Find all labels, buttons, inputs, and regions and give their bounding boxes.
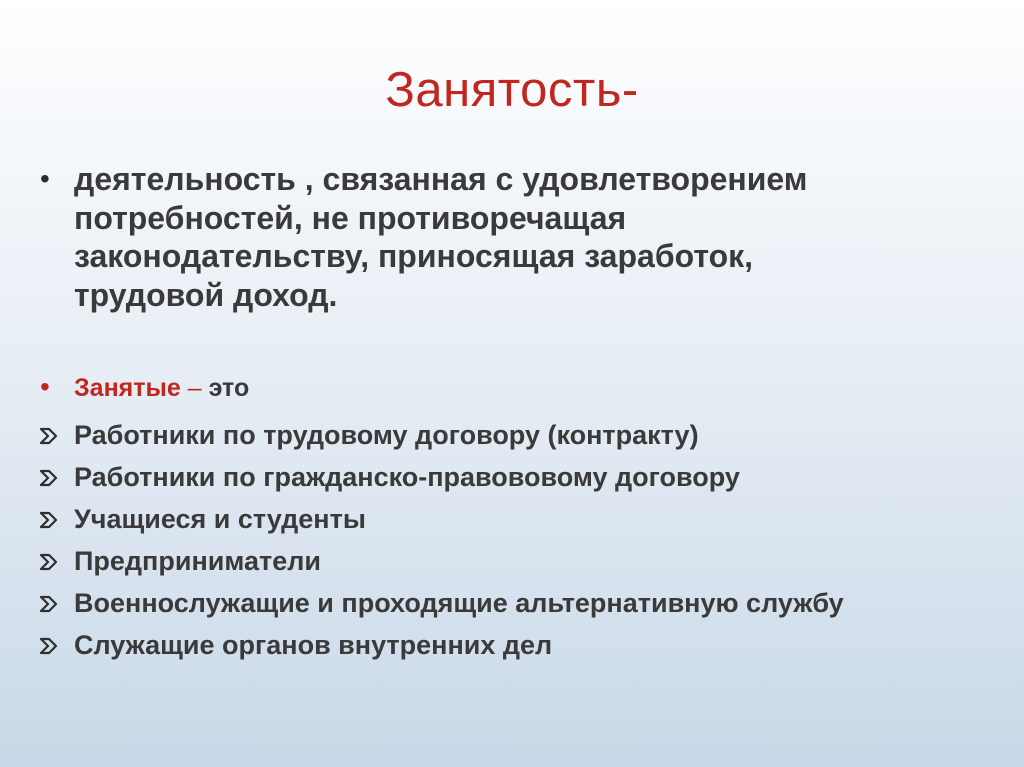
checkmark-arrow-icon bbox=[38, 456, 74, 498]
checkmark-arrow-icon bbox=[38, 498, 74, 540]
definition-bullet bbox=[40, 160, 934, 314]
checkmark-arrow-icon bbox=[38, 624, 74, 666]
definition-text bbox=[74, 160, 934, 314]
list-item-label: Работники по гражданско-правововому договору bbox=[74, 461, 740, 492]
bullet-dot-icon: • bbox=[40, 371, 50, 402]
occupied-bullet bbox=[40, 368, 249, 408]
definition-line: деятельность , связанная с удовлетворением bbox=[74, 161, 808, 197]
checkmark-arrow-icon bbox=[38, 414, 74, 456]
bullet-dot-icon: • bbox=[40, 163, 50, 194]
list-item-label: Учащиеся и студенты bbox=[74, 503, 366, 534]
checkmark-arrow-icon bbox=[38, 582, 74, 624]
categories-list bbox=[38, 414, 844, 666]
occupied-heading bbox=[74, 368, 249, 408]
list-item bbox=[38, 540, 844, 582]
list-item bbox=[38, 582, 844, 624]
list-item-label: Военнослужащие и проходящие альтернативную службу bbox=[74, 587, 844, 618]
checkmark-arrow-icon bbox=[38, 540, 74, 582]
list-item bbox=[38, 624, 844, 666]
definition-line: законодательству, приносящая заработок, bbox=[74, 238, 754, 274]
list-item bbox=[38, 498, 844, 540]
slide-title: Занятость- bbox=[385, 63, 639, 117]
occupied-term: Занятые bbox=[74, 374, 181, 402]
list-item-label: Служащие органов внутренних дел bbox=[74, 629, 553, 660]
list-item bbox=[38, 456, 844, 498]
definition-line: потребностей, не противоречащая bbox=[74, 199, 627, 236]
occupied-rest: это bbox=[208, 374, 250, 402]
list-item bbox=[38, 414, 844, 456]
list-item-label: Работники по трудовому договору (контракту) bbox=[74, 419, 699, 450]
list-item-label: Предприниматели bbox=[74, 545, 321, 576]
definition-line: трудовой доход. bbox=[74, 276, 338, 313]
occupied-dash: – bbox=[180, 374, 209, 402]
